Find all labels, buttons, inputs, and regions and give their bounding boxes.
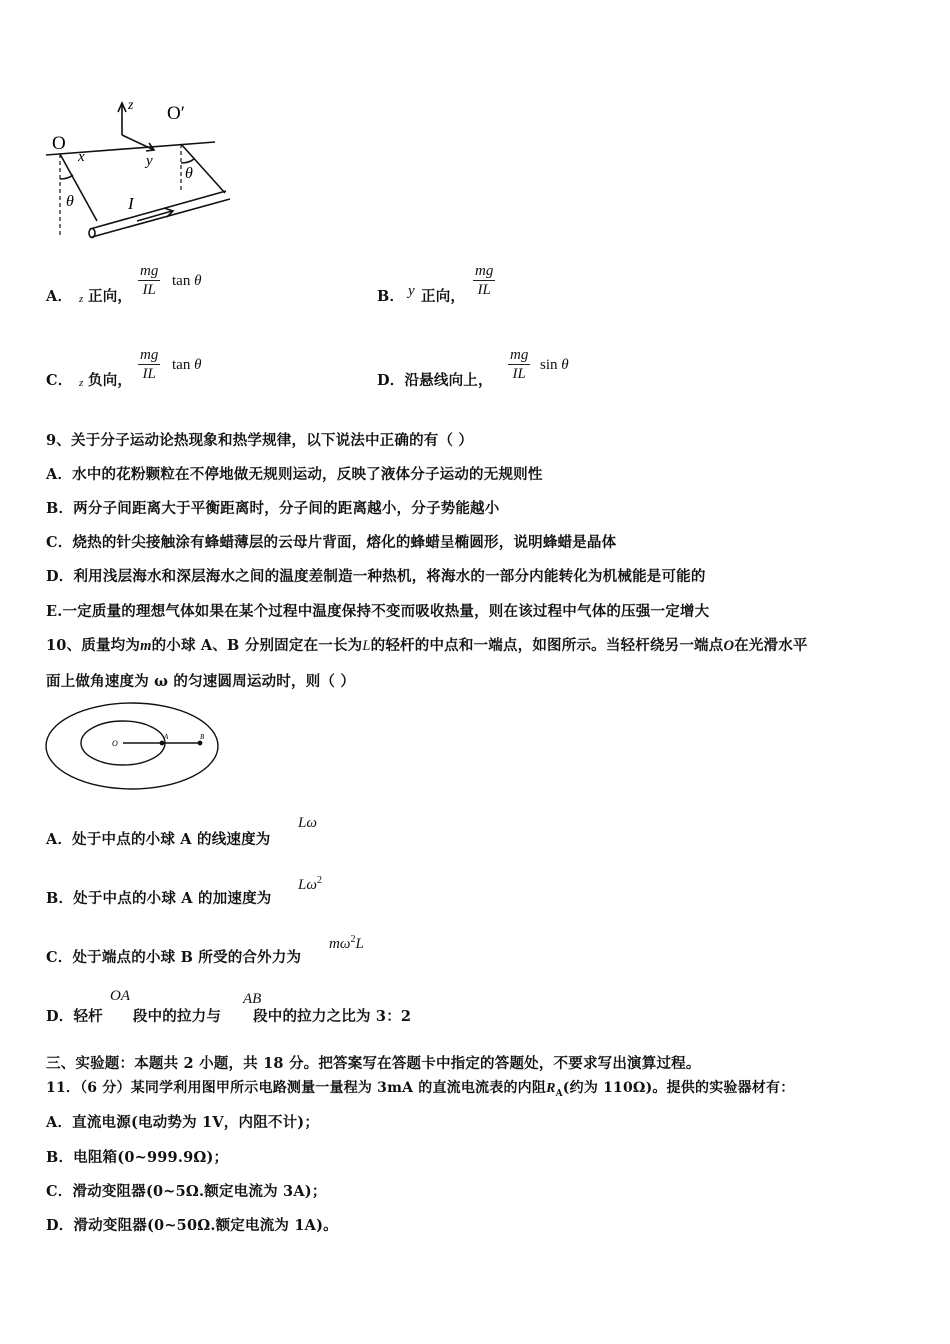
figure1-x-label: x <box>78 149 85 165</box>
q8-a-dir: 正向， <box>88 288 133 305</box>
figure1-I-label: I <box>128 194 134 213</box>
figure1-theta-left: θ <box>66 193 74 210</box>
q11-option-d: D．滑动变阻器(0~50Ω.额定电流为 1A)。 <box>46 1217 338 1234</box>
q10-stem-line2: 面上做角速度为 ω 的匀速圆周运动时，则（ ） <box>46 673 356 690</box>
q8-b-fraction: $\frac{mg}{IL}$ <box>475 263 494 298</box>
q9-option-b: B．两分子间距离大于平衡距离时，分子间的距离越小，分子势能越小 <box>46 500 500 517</box>
q10-d-ab: AB <box>243 991 262 1007</box>
q10-option-b: B．处于中点的小球 A 的加速度为 <box>46 890 272 907</box>
q8-c-dir: 负向， <box>88 372 133 389</box>
q8-option-d: D．沿悬线向上， <box>377 372 493 389</box>
figure2-A-label: A <box>164 733 169 741</box>
q9-option-a: A．水中的花粉颗粒在不停地做无规则运动，反映了液体分子运动的无规则性 <box>46 466 543 483</box>
q11-option-a: A．直流电源(电动势为 1V，内阻不计)； <box>46 1114 320 1131</box>
q8-a-func: tan θ <box>172 273 202 289</box>
q8-option-c: C． <box>46 372 73 389</box>
q10-option-c: C．处于端点的小球 B 所受的合外力为 <box>46 949 302 966</box>
q9-option-d: D．利用浅层海水和深层海水之间的温度差制造一种热机，将海水的一部分内能转化为机械能是可能的 <box>46 568 706 585</box>
q8-d-fraction: $\frac{mg}{IL}$ <box>510 347 529 382</box>
figure1-z-label: z <box>128 98 134 113</box>
q8-option-a: A． <box>46 288 73 305</box>
q8-c-fraction: $\frac{mg}{IL}$ <box>140 347 159 382</box>
q8-d-func: sin θ <box>540 357 569 373</box>
q8-a-fraction: $\frac{mg}{IL}$ <box>140 263 159 298</box>
q10-c-expr: $m\omega^2L$ <box>329 934 364 952</box>
q10-option-d: D．轻杆 段中的拉力与 段中的拉力之比为 3：2 <box>46 1008 412 1025</box>
q11-option-c: C．滑动变阻器(0~5Ω.额定电流为 3A)； <box>46 1183 327 1200</box>
q9-option-c: C．烧热的针尖接触涂有蜂蜡薄层的云母片背面，熔化的蜂蜡呈椭圆形，说明蜂蜡是晶体 <box>46 534 617 551</box>
q11-stem: 11．（6 分）某同学利用图甲所示电路测量一量程为 3mA 的直流电流表的内阻$R_A$(约为 110Ω)。提供的实验器材有： <box>46 1080 795 1099</box>
q10-b-expr: $L\omega^2$ <box>298 875 322 893</box>
q10-stem-line1: 10、质量均为m的小球 A、B 分别固定在一长为L的轻杆的中点和一端点，如图所示。当轻杆绕另一端点O在光滑水平 <box>46 637 808 654</box>
q8-c-axis: z <box>79 377 84 389</box>
figure-circular-motion <box>44 702 224 798</box>
q8-b-dir: 正向， <box>421 288 466 305</box>
q10-option-a: A．处于中点的小球 A 的线速度为 <box>46 831 271 848</box>
figure2-B-label: B <box>200 733 205 741</box>
q8-a-axis: z <box>79 293 84 305</box>
figure-suspended-rod <box>40 95 250 245</box>
figure1-O-label: O <box>52 133 66 154</box>
q10-a-expr: Lω <box>298 815 317 831</box>
q8-b-axis: y <box>408 283 415 299</box>
figure1-y-label: y <box>146 153 153 169</box>
figure1-theta-right: θ <box>185 165 193 182</box>
section-3-heading: 三、实验题：本题共 2 小题，共 18 分。把答案写在答题卡中指定的答题处，不要求写出演算过程。 <box>46 1055 701 1072</box>
figure2-O-label: O <box>112 739 118 748</box>
q9-stem: 9、关于分子运动论热现象和热学规律，以下说法中正确的有（ ） <box>46 432 474 449</box>
q8-c-func: tan θ <box>172 357 202 373</box>
q8-option-b: B． <box>377 288 405 305</box>
figure1-O-prime-label: O′ <box>167 103 185 124</box>
q9-option-e: E.一定质量的理想气体如果在某个过程中温度保持不变而吸收热量，则在该过程中气体的压强一定增大 <box>46 603 710 620</box>
q11-option-b: B．电阻箱(0~999.9Ω)； <box>46 1149 229 1166</box>
q10-d-oa: OA <box>110 988 130 1004</box>
